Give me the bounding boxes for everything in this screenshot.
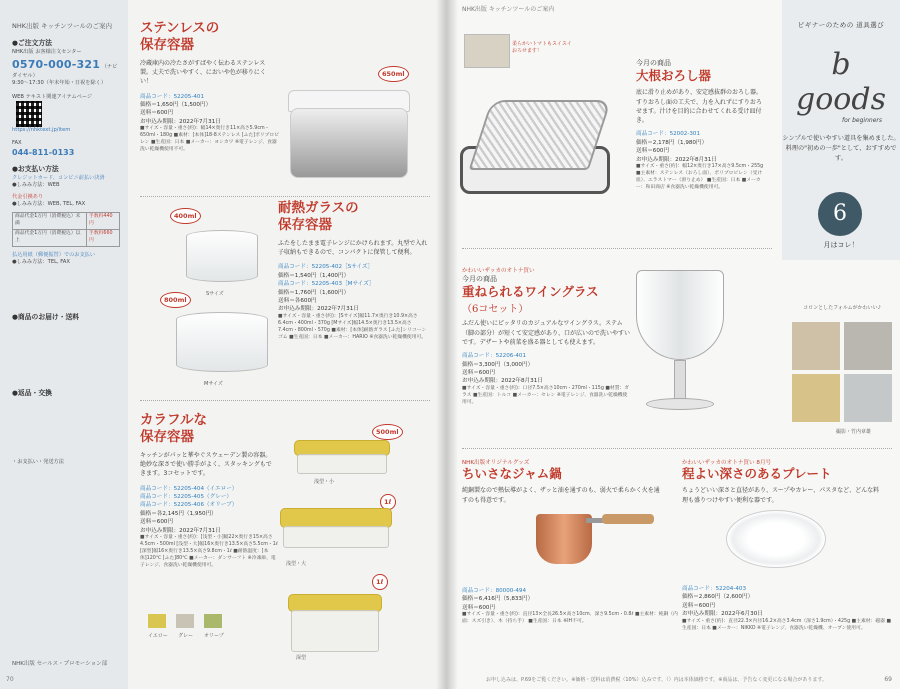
sidebar-footer: NHK出版 セールス・プロモーション部 (12, 661, 108, 667)
gray-swatch (176, 614, 194, 628)
image-caption: 浅型・大 (286, 561, 307, 567)
product-price: 価格＝1,540円（1,400円） (278, 272, 350, 279)
order-title: ●ご注文方法 (12, 39, 52, 48)
product-specs: ■サイズ・重さ(約)：直径22.3×内径16.2×高さ3.4cm（深さ1.9cm）・425g ■主素材：磁器 ■生産国：日本 ■メーカー：NIKKO ※電子レンジ、食器洗い乾燥機、オーブン使用可。 (682, 618, 892, 631)
photo-grid (792, 322, 892, 422)
photo-credit: 撮影・竹内章雄 (836, 429, 872, 435)
order-center: NHK出版 お客様注文センター (12, 49, 82, 56)
product-code: 商品コード：52206-401 (462, 353, 527, 360)
page-number: 70 (6, 676, 14, 683)
product-meta (682, 585, 892, 632)
product-code: 商品コード：52205-403［Mサイズ］ (278, 281, 375, 288)
month-label: 今月の商品 (636, 59, 671, 67)
stainless-container-image (290, 108, 408, 178)
capacity-tag: 800ml (160, 292, 191, 308)
olive-swatch (204, 614, 222, 628)
product-code: 商品コード：52205-404（イエロー） (140, 485, 238, 492)
product-code: 商品コード：52205-401 (140, 93, 205, 100)
image-caption: 浅型・小 (314, 479, 335, 485)
product-shipping: 送料＝600円 (462, 604, 496, 611)
product-code: 商品コード：80000-494 (462, 588, 527, 594)
product-code: 商品コード：52205-405（グレー） (140, 494, 233, 501)
web-order-label: ●しみみ方法：WEB (12, 182, 60, 189)
product-plate-meta (682, 580, 892, 632)
product-specs: ■サイズ・重さ(約)：幅12×奥行き17×高さ9.5cm・255g ■主素材：ステンレス（おろし面）、ポリプロピレン（受け皿）、エラストマー（滑り止め） ■生産国：日本 ■メーカー：和田商店 ※食器洗い乾燥機使用可。 (636, 164, 764, 190)
tel-fax: ●しみみ方法：TEL, FAX (12, 259, 70, 266)
b-goods-logo: b goods (796, 47, 886, 117)
product-jam-pot (462, 458, 662, 505)
divider (462, 448, 892, 449)
product-title: 程よい深さのあるプレート (682, 466, 832, 481)
swatch-label: グレー (178, 633, 194, 639)
order-phone[interactable]: 0570-000-321 (12, 57, 101, 71)
product-price: 価格＝各2,145円（1,950円） (140, 510, 217, 517)
product-meta (140, 485, 280, 570)
page-number: 69 (884, 676, 892, 683)
fee-cell: 手数料440円 (87, 212, 120, 229)
qr-code-icon (16, 101, 42, 127)
product-title: 保存容器 (140, 36, 194, 53)
product-meta (462, 587, 682, 626)
product-specs: ■サイズ・容量・重さ(約)：幅14×奥行き11×高さ5.9cm・650ml・180g ■素材：[本体]18-8ステンレス [ふた]ポリプロピレン ■生産国：日本 ■メーカー：ヨシカワ ※電子レンジ、食器洗い乾燥機使用不可。 (140, 126, 280, 153)
order-hours: 9:30〜17:30（年末年始・日祝を除く） (12, 80, 107, 87)
capacity-tag: 1ℓ (380, 494, 396, 510)
grater-callout: 柔らかいトマトもスイスイおろせます！ (512, 41, 572, 54)
product-deadline: お申込み期限：2022年7月31日 (140, 118, 221, 125)
product-code: 商品コード：52205-406（オリーブ） (140, 502, 238, 509)
product-meta (462, 352, 632, 406)
image-caption: Mサイズ (204, 381, 223, 387)
product-desc: ちょうどいい深さと直径があり、スープやカレー、パスタなど、どんな料理も盛りつけやすい便利な器です。 (682, 487, 880, 504)
right-page (446, 0, 900, 689)
beginner-title: ビギナーのための 道具選び (797, 21, 885, 29)
product-specs: ■サイズ・容量・重さ(約)：[Sサイズ]幅11.7×奥行き10.9×高さ6.4cm・400ml・370g [Mサイズ]幅14.5×奥行き13.5×高さ7.4cm・800ml・570g ■素材：[本体]耐熱ガラス [ふた]シリコーンゴム ■生産国：日本 ■メーカー：HARIO ※食器洗い乾燥機使用可。 (278, 313, 427, 340)
postal-title: 払込用紙（郵便振替）でのお支払い (12, 251, 96, 258)
product-shipping: 送料＝600円 (682, 602, 716, 609)
product-title: 耐熱ガラスの (278, 200, 359, 216)
product-deadline: お申込み期限：2022年7月31日 (278, 306, 359, 313)
beginner-intro: シンプルで使いやすい道具を集めました。料理の"初めの一歩"として、おすすめです。 (782, 135, 900, 162)
product-code: 商品コード：52205-402［Sサイズ］ (278, 264, 374, 271)
product-meta (140, 93, 280, 154)
web-url[interactable]: https://nhktext.jp/item (12, 127, 71, 134)
order-info-sidebar (0, 0, 128, 689)
yellow-swatch (148, 614, 166, 628)
product-title: 大根おろし器 (636, 68, 712, 83)
product-price: 価格＝2,178円（1,980円） (636, 139, 708, 146)
capacity-tag: 1ℓ (372, 574, 388, 590)
product-specs: ■サイズ・容量・重さ(約)：口径7.5×高さ10cm・270ml・115g ■材質：ガラス ■生産国：トルコ ■メーカー：セレン ※電子レンジ、食器洗い乾燥機使用可。 (462, 385, 630, 405)
grater-thumb-image (464, 34, 510, 68)
product-title: 保存容器 (140, 428, 194, 445)
web-label: WEB テキスト関連アイテムページ (12, 93, 93, 100)
glass-container-small-image (186, 230, 258, 282)
divider (140, 400, 430, 401)
product-title: カラフルな (140, 412, 207, 428)
beginner-goods-panel (782, 0, 900, 260)
image-caption: 深型 (296, 655, 307, 661)
product-wine-glass (462, 266, 632, 407)
section-kicker: かわいいザッカのオトナ買い 8月号 (682, 460, 772, 466)
product-price: 価格＝1,760円（1,600円） (278, 289, 350, 296)
product-desc: ふたをしたまま電子レンジにかけられます。丸型で入れ子収納もできるので、コンパクトに保管して便利。 (278, 239, 428, 257)
capacity-tag: 650ml (378, 66, 409, 82)
product-desc: ふだん使いにピッタリのカジュアルなワイングラス。ステム（脚の部分）が短くて安定感があり、口が広いので洗いやすいです。デザートや前菜を盛る器としても使えます。 (462, 320, 631, 346)
product-desc: 純銅製なので熱伝導がよく、ザッと油を通すのも、弱火で柔らかく火を通すのも得意です。 (462, 487, 660, 504)
image-caption: Sサイズ (206, 291, 224, 297)
yellow-lid (280, 508, 392, 528)
table-row (13, 212, 120, 229)
month-label: 今月の商品 (462, 275, 497, 283)
section-kicker: NHK出版オリジナルグッズ (462, 460, 530, 466)
product-deadline: お申込み期限：2022年6月30日 (682, 611, 763, 618)
logo-subtitle: for beginners (841, 117, 882, 124)
section-kicker: かわいいザッカのオトナ買い (462, 268, 535, 274)
copper-pot-image (536, 506, 656, 576)
product-meta (636, 130, 766, 191)
product-desc: 冷蔵庫内の冷たさがすばやく伝わるステンレス製。丈夫で洗いやすく、においや色が移りにくい！ (140, 59, 266, 86)
glass-container-large-image (176, 312, 268, 372)
product-price: 価格＝2,860円（2,600円） (682, 594, 754, 601)
fee-table (12, 212, 120, 247)
table-row (13, 229, 120, 246)
product-title: 保存容器 (278, 216, 332, 233)
product-specs: ■サイズ・容量・重さ(約)：[浅型・小]幅22×奥行き15×高さ4.5cm・500ml [浅型・大]幅16×奥行き13.5×高さ5.5cm・1ℓ [深型]幅16×奥行き13.5×高さ9.8cm・1ℓ ■耐熱温度：[本体]120℃ [ふた]80℃ ■メーカー：ダンサーフト ※冷凍庫、電子レンジ、食器洗い乾燥機使用可。 (140, 534, 278, 568)
product-shipping: 送料＝各600円 (278, 297, 317, 304)
product-meta (278, 263, 428, 341)
product-price: 価格＝1,650円（1,500円） (140, 102, 212, 109)
product-specs: ■サイズ・容量・重さ(約)：直径13×全長26.5×高さ10cm、深さ9.5cm・0.8ℓ ■主素材：純銅（内面：スズ引き）、木（持ち手） ■生産国：日本 ※IH不可。 (462, 612, 678, 625)
payment-methods: クレジットカード、コンビニ前払い決済 (12, 174, 105, 181)
fax-label: FAX (12, 139, 22, 146)
plate-image (726, 510, 826, 568)
capacity-tag: 400ml (170, 208, 201, 224)
web-tel-fax: ●しみみ方法：WEB, TEL, FAX (12, 201, 86, 208)
colorful-container-large-image (283, 526, 389, 548)
product-price: 価格＝6,416円（5,833円） (462, 596, 534, 603)
divider (462, 248, 772, 249)
book-gutter (436, 0, 458, 689)
product-desc: キッチンがパッと華やぐスウェーデン製の容器。絶妙な深さで使い勝手がよく、スタッキングもできます。3コセットです。 (140, 451, 272, 478)
colorful-container-deep-image (291, 610, 379, 652)
swatch-label: オリーブ (204, 633, 224, 639)
payment-title: ●お支払い方法 (12, 164, 59, 173)
photo-caption: コロンとしたフォルムがかわいい♪ (803, 305, 881, 311)
product-subtitle: （6コセット） (462, 304, 529, 316)
page-header: NHK出版 キッチンツールのご案内 (462, 6, 555, 13)
product-jam-pot-meta (462, 582, 682, 626)
phone-note: （ナビダイヤル） (12, 63, 118, 79)
product-deadline: お申込み期限：2022年7月31日 (140, 527, 221, 534)
product-shipping: 送料＝600円 (636, 148, 670, 155)
colorful-container-small-image (297, 454, 387, 474)
month-number-badge: 6 (818, 192, 862, 236)
product-shipping: 送料＝600円 (140, 519, 174, 526)
product-deadline: お申込み期限：2022年8月31日 (462, 378, 543, 385)
notes-title: ・お支払い・発送方法 (12, 458, 64, 465)
fee-cell: 手数料660円 (87, 229, 120, 246)
left-page (0, 0, 446, 689)
product-grater (636, 58, 766, 192)
wine-glass-image (632, 270, 728, 430)
product-shipping: 送料＝600円 (140, 110, 174, 117)
capacity-tag: 500ml (372, 424, 403, 440)
product-plate (682, 458, 882, 505)
fee-cell: 商品代金1万円（消費税込）未満 (13, 212, 87, 229)
month-label: 月はコレ！ (823, 241, 859, 249)
fax-number: 044-811-0133 (12, 148, 75, 158)
delivery-title: ●商品のお届け・送料 (12, 312, 80, 321)
product-deadline: お申込み期限：2022年8月31日 (636, 156, 717, 163)
product-desc: 底に滑り止めがあり、安定感抜群のおろし器。すりおろし面の工夫で、力を入れずにすりおろせます。汁けを目的に合わせてくれる受け皿付き。 (636, 89, 763, 125)
product-code: 商品コード：52002-301 (636, 131, 701, 138)
footer-note: お申し込みは、P.69をご覧ください。※価格・送料は消費税（10%）込みです。（）内は本体価格です。※商品は、予告なく変更になる場合があります。 (486, 677, 827, 683)
product-title: ステンレスの (140, 20, 220, 36)
fee-cell: 商品代金1万円（消費税込）以上 (13, 229, 87, 246)
product-shipping: 送料＝600円 (462, 369, 496, 376)
product-price: 価格＝3,300円（3,000円） (462, 361, 534, 368)
sidebar-header: NHK出版 キッチンツールのご案内 (12, 22, 112, 30)
grater-image (460, 92, 610, 200)
product-title: ちいさなジャム鍋 (462, 466, 562, 481)
returns-title: ●返品・交換 (12, 388, 52, 397)
divider (140, 196, 430, 197)
cod-label: 代金引換あり (12, 193, 44, 200)
product-code: 商品コード：52204-403 (682, 586, 747, 592)
swatch-label: イエロー (148, 633, 168, 639)
product-title: 重ねられるワイングラス (462, 284, 599, 299)
